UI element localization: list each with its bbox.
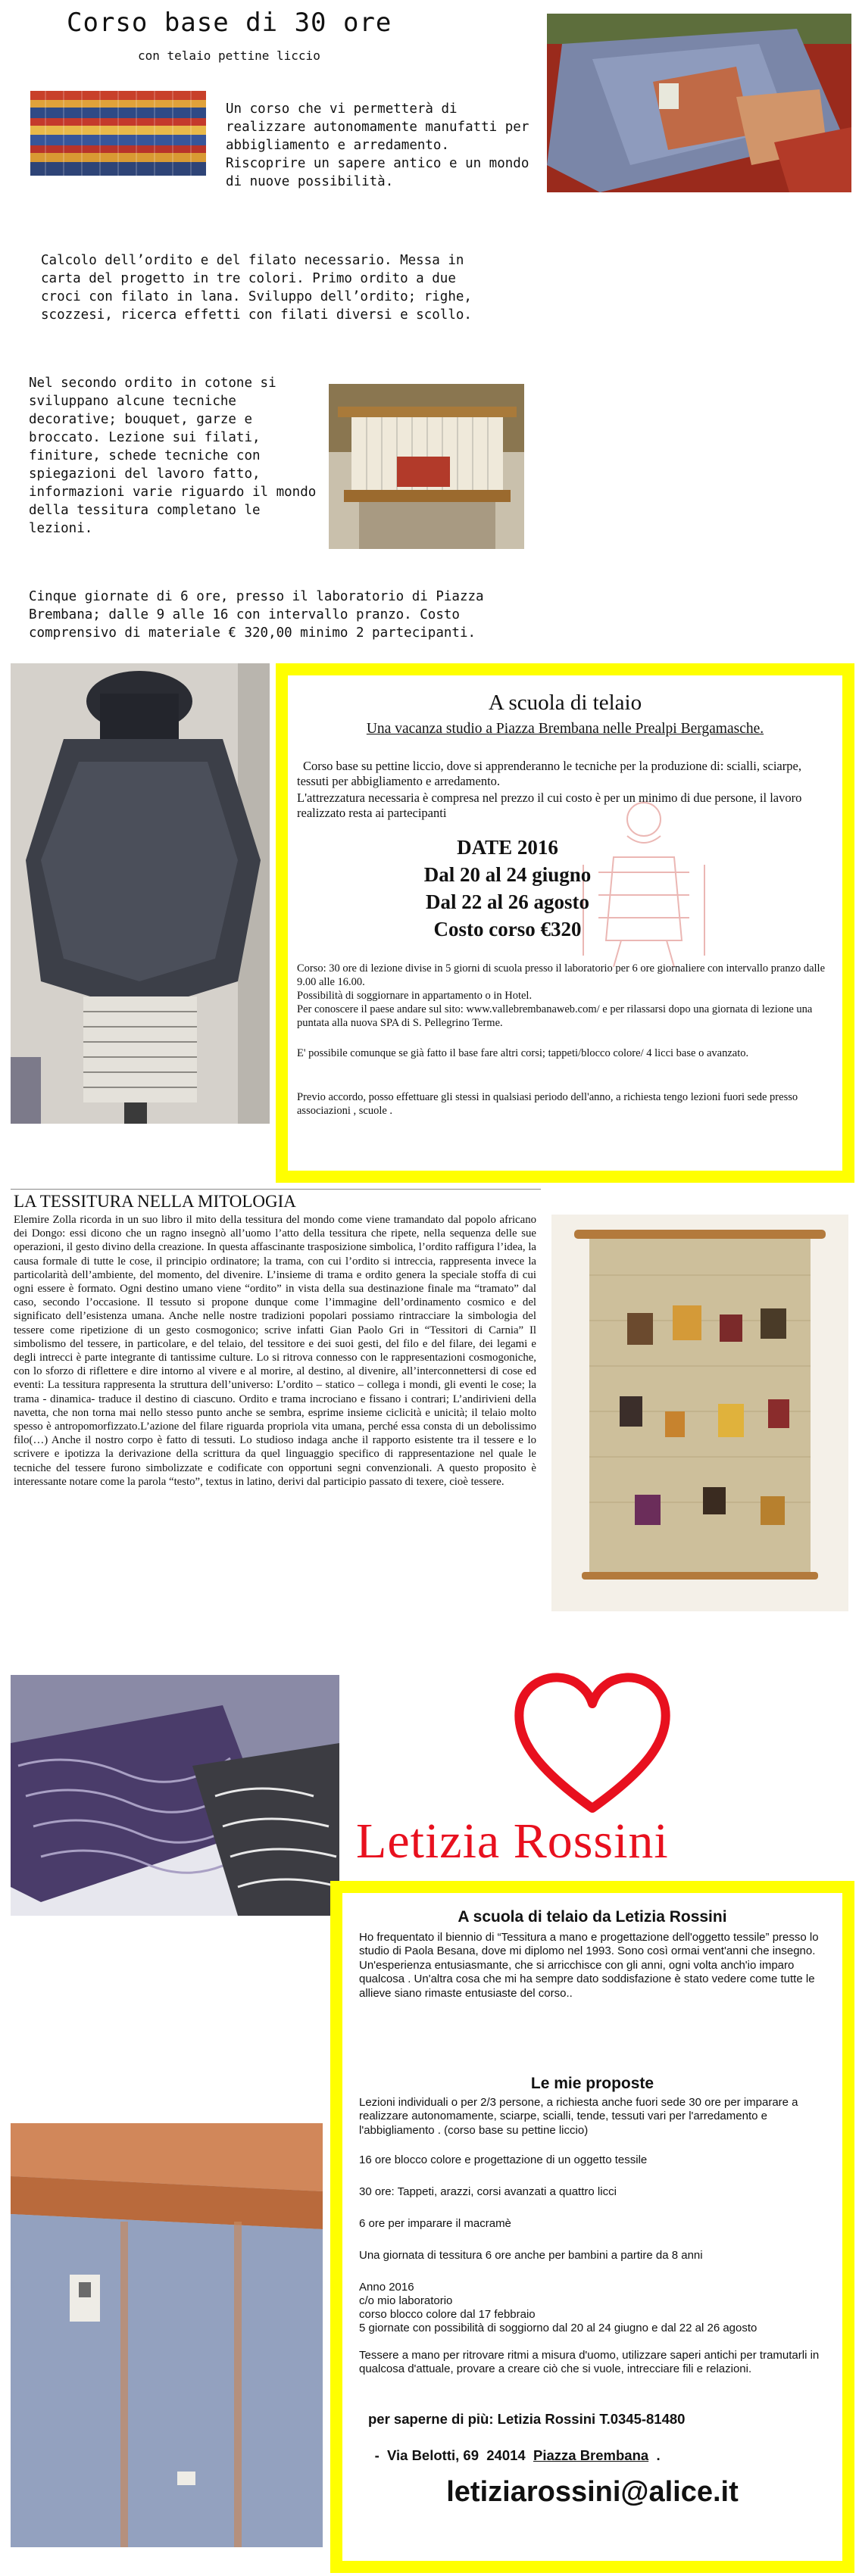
page-title: Corso base di 30 ore [67, 8, 392, 38]
email-link[interactable]: letiziarossini@alice.it [446, 2476, 739, 2508]
vacation-subtitle: Una vacanza studio a Piazza Brembana nelle Prealpi Bergamasche. [366, 721, 764, 737]
page-subtitle: con telaio pettine liccio [138, 48, 320, 63]
year-line-1: Anno 2016 [359, 2281, 414, 2294]
mythology-title: LA TESSITURA NELLA MITOLOGIA [14, 1192, 296, 1211]
address-street: - Via Belotti, 69 24014 [374, 2447, 533, 2463]
info-intro: Ho frequentato il biennio di “Tessitura a mano e progettazione dell'oggetto tessile” presso lo studio di Paola Besana, dove mi diplomo nel 1993. Sono così ormai vent'anni che insegno. Un'esperienza entusiasmante, che si arricchisce con gli anni, ogni volta anch'io imparo qualcosa . Un'altra cosa che mi ha sempre dato soddisfazione è stato vedere come tutte le allieve siano rimaste entusiaste del corso.. [359, 1931, 819, 2000]
proposal-5: Una giornata di tessitura 6 ore anche per bambini a partire da 8 anni [359, 2249, 703, 2262]
vacation-course-box [276, 663, 854, 1183]
vacation-paragraph-4: Possibilità di soggiornare in appartamento o in Hotel. [297, 990, 533, 1002]
address-town: Piazza Brembana [533, 2447, 649, 2463]
tapestry-photo [551, 1215, 848, 1611]
proposal-4: 6 ore per imparare il macramè [359, 2217, 511, 2230]
info-title: A scuola di telaio da Letizia Rossini [458, 1908, 727, 1926]
course-cost: Costo corso €320 [433, 918, 582, 940]
heart-logo-icon [509, 1664, 676, 1823]
second-warp-paragraph: Nel secondo ordito in cotone si sviluppano alcune tecniche decorative; bouquet, garze e broccato. Lezione sui filati, finiture, schede tecniche con spiegazioni del lavoro fatto, informazioni varie riguardo il mondo della tessitura completano le lezioni. [29, 376, 317, 536]
program-paragraph: Calcolo dell’ordito e del filato necessario. Messa in carta del progetto in tre colori. Primo ordito a due croci con filato in lana. Sviluppo dell’ordito; righe, scozzesi, ricerca effetti con filati diversi e scollo. [41, 253, 472, 323]
closing-paragraph: Tessere a mano per ritrovare ritmi a misura d'uomo, utilizzare saperi antichi per tramutarli in qualcosa d'attuale, provare a creare ciò che si vuole, intrecciare fili e relazioni. [359, 2349, 820, 2376]
shawl-model-photo [11, 663, 270, 1124]
vacation-paragraph-5: Per conoscere il paese andare sul sito: www.vallebrembanaweb.com/ e per rilassarsi dopo una giornata di lezione una puntata alla nuova SPA di S. Pellegrino Terme. [297, 1003, 813, 1029]
vacation-paragraph-3: Corso: 30 ore di lezione divise in 5 giorni di scuola presso il laboratorio per 6 ore giornaliere con intervallo pranzo dalle 9.00 alle 16.00. [297, 962, 826, 988]
vacation-title: A scuola di telaio [488, 691, 642, 715]
intro-paragraph: Un corso che vi permetterà di realizzare autonomamente manufatti per abbigliamento e arredamento. Riscoprire un sapere antico e un mondo di nuove possibilità. [226, 101, 529, 189]
proposals-title: Le mie proposte [530, 2075, 654, 2092]
vacation-paragraph-2: L'attrezzatura necessaria è compresa nel prezzo il cui costo è per un minimo di due persone, il lavoro realizzato resta ai partecipanti [297, 791, 802, 820]
schedule-paragraph: Cinque giornate di 6 ore, presso il laboratorio di Piazza Brembana; dalle 9 alle 16 con intervallo pranzo. Costo comprensivo di materiale € 320,00 minimo 2 partecipanti. [29, 589, 484, 641]
year-line-3: corso blocco colore dal 17 febbraio [359, 2308, 536, 2321]
date-august: Dal 22 al 26 agosto [426, 890, 589, 913]
mythology-body: Elemire Zolla ricorda in un suo libro il mito della tessitura del mondo come viene tramandato dal popolo africano dei Dongo: essi dicono che un ragno insegnò all’uomo l’atto della tessitura che ripete, nella sequenza delle sue operazioni, il gesto divino della creazione. In questa affascinante trasposizione simbolica, l’ordito raffigura l’idea, la causa formale di tutte le cose, il principio ordinatore; la trama, con cui l’ordito si intreccia, rappresenta invece la particolarità dell’ambiente, del momento, del divenire. L’insieme di trama e ordito genera la speciale stoffa di cui ogni essere è formato. Ogni destino umano viene “ordito” in vista della sua destinazione finale ma “tramato” dal caso, secondo l’occasione. Il tessuto si propone dunque come l’immagine dell’ordinamento cosmico e del significato dell’esistenza umana. Anche nelle nostre tradizioni popolari possiamo rintracciare la simbologia del tessere come ripetizione di un gesto cosmogonico; scrive infatti Gian Paolo Gri in “Tessitori di Carnia” Il simbolismo del tessere, in particolare, e del telaio, del tessitore e dei suoi gesti, del filo e del filare, dei legami e degli intrecci è parte integrante di tantissime culture. Lo si ritrova connesso con le rappresentazioni cosmogoniche, con lo sforzo di riflettere e dire intorno al vivere e al morire, al destino, al divenire, all’interconnettersi di cose ed eventi: La tessitura rappresenta la struttura dell’universo: L’ordito – statico – collega i mondi, gli eventi le cose; la trama - dinamica- traduce il destino di ciascuno. Ordito e trama incrociano e fissano i contrari; L’andirivieni della navetta, che non torna mai nello stesso punto anche se sembra, esprime insieme ciclicità e unicità; il telaio molto spesso è antropomorfizzato.L’azione del filare riguarda propriola vita umana, perché essa consta di un debolissimo filo(…) Anche il nostro corpo è fatto di tessuti. Lo studioso indaga anche il rapporto esistente tra il tessere e lo scrivere e ipotizza la derivazione della scrittura da quel linguaggio specifico di rappresentazione nel quale le tecniche del tessere furono simbolizzate e codificate con opportuni segni convenzionali. A questo proposito è interessante notare come la parola “testo”, textus in latino, derivi dal participio passato di texere, cioè tessere. [14, 1214, 536, 1488]
proposal-2: 16 ore blocco colore e progettazione di un oggetto tessile [359, 2153, 648, 2166]
year-line-4: 5 giornate con possibilità di soggiorno dal 20 al 24 giugno e dal 22 al 26 agosto [359, 2322, 757, 2334]
fabric-rolls-photo [11, 1675, 339, 1916]
vacation-paragraph-7: Previo accordo, posso effettuare gli stessi in qualsiasi periodo dell'anno, a richiesta tengo lezioni fuori sede presso associazioni , scuole . [297, 1091, 798, 1117]
dates-title: DATE 2016 [457, 836, 558, 859]
date-june: Dal 20 al 24 giugno [423, 863, 592, 886]
year-line-2: c/o mio laboratorio [359, 2294, 453, 2307]
address-end: . [648, 2447, 661, 2463]
scarf-sofa-photo [547, 14, 851, 192]
vacation-paragraph-1: Corso base su pettine liccio, dove si apprenderanno le tecniche per la produzione di: scialli, sciarpe, tessuti per abbigliamento e arredamento. [297, 759, 801, 788]
striped-scarf-photo [11, 2123, 323, 2547]
mythology-divider [11, 1189, 541, 1190]
proposal-1: Lezioni individuali o per 2/3 persone, a richiesta anche fuori sede 30 ore per imparare a realizzare autonomamente, sciarpe, scialli, tende, tessuti vari per l'arredamento e l'abbigliamento . (corso base su pettine liccio) [359, 2096, 798, 2137]
proposal-3: 30 ore: Tappeti, arazzi, corsi avanzati a quattro licci [359, 2185, 617, 2198]
loom-photo [329, 384, 524, 549]
rug-photo [30, 91, 206, 176]
contact-line-1: per saperne di più: Letizia Rossini T.0345-81480 [368, 2411, 686, 2427]
vacation-paragraph-6: E' possibile comunque se già fatto il base fare altri corsi; tappeti/blocco colore/ 4 licci base o avanzato. [297, 1047, 749, 1059]
contact-line-2 [359, 2431, 661, 2481]
teacher-info-box [330, 1881, 854, 2573]
brand-name: Letizia Rossini [356, 1813, 669, 1869]
